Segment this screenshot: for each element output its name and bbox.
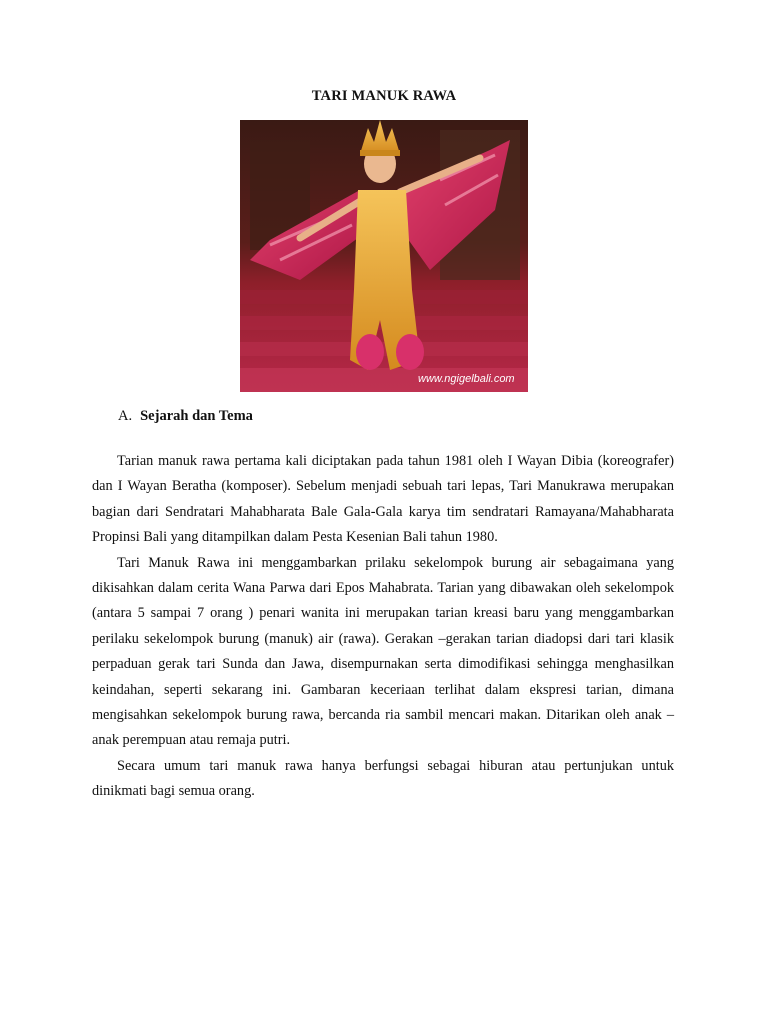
- section-heading: [118, 408, 253, 425]
- document-title: TARI MANUK RAWA: [311, 88, 457, 104]
- paragraph: Secara umum tari manuk rawa hanya berfungsi sebagai hiburan atau pertunjukan untuk dinikmati bagi semua orang.: [92, 757, 674, 800]
- paragraph: Tari Manuk Rawa ini menggambarkan prilaku sekelompok burung air sebagaimana yang dikisahkan dalam cerita Wana Parwa dari Epos Mahabrata. Tarian yang dibawakan oleh sekelompok (antara 5 sampai 7 orang ) penari wanita ini merupakan tarian kreasi baru yang menggambarkan perilaku sekelompok burung (manuk) air (rawa). Gerakan –gerakan tarian diadopsi dari tari klasik perpaduan gerak tari Sunda dan Jawa, disempurnakan serta dimodifikasi sehingga menghasilkan keindahan, seperti sekarang ini. Gambaran keceriaan terlihat dalam ekspresi tarian, dimana mengisahkan sekelompok burung rawa, bercanda ria sambil mencari makan. Ditarikan oleh anak –anak perempuan atau remaja putri.: [92, 554, 674, 749]
- body-text: [92, 449, 674, 805]
- photo-watermark: www.ngigelbali.com: [418, 373, 515, 385]
- section-number: A.: [118, 408, 133, 424]
- dancer-photo: [240, 120, 528, 392]
- section-heading-text: Sejarah dan Tema: [140, 408, 253, 424]
- paragraph: Tarian manuk rawa pertama kali diciptakan pada tahun 1981 oleh I Wayan Dibia (koreografer) dan I Wayan Beratha (komposer). Sebelum menjadi sebuah tari lepas, Tari Manukrawa merupakan bagian dari Sendratari Mahabharata Bale Gala-Gala karya tim sendratari Ramayana/Mahabharata Propinsi Bali yang ditampilkan dalam Pesta Kesenian Bali tahun 1980.: [92, 453, 674, 546]
